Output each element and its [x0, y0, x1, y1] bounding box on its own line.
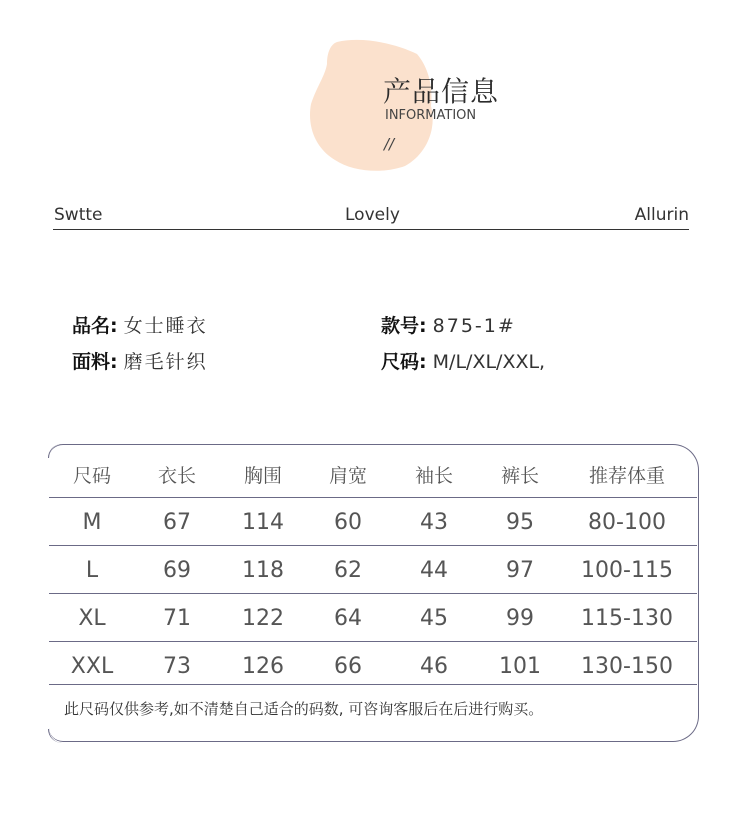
table-header-cell: 推荐体重: [588, 464, 666, 487]
brand-middle: Lovely: [345, 205, 400, 225]
table-cell: 66: [334, 653, 362, 679]
table-header-cell: 胸围: [243, 464, 283, 487]
table-cell: 126: [242, 653, 284, 679]
size-table: [49, 444, 699, 742]
table-cell: 130-150: [581, 653, 673, 679]
table-cell: 43: [420, 509, 448, 535]
product-model-value: 875-1#: [432, 315, 516, 337]
product-name-label: 品名:: [72, 315, 118, 337]
table-cell: 80-100: [588, 509, 666, 535]
size-note: 此尺码仅供参考,如不清楚自己适合的码数, 可咨询客服后在后进行购买。: [64, 700, 544, 718]
section-subtitle: INFORMATION: [385, 108, 477, 123]
section-title: 产品信息: [383, 75, 500, 108]
table-cell: 71: [163, 605, 191, 631]
product-size: [381, 347, 545, 374]
table-header-cell: 裤长: [500, 464, 540, 487]
product-fabric: [72, 347, 208, 374]
brand-left: Swtte: [54, 205, 103, 225]
table-cell: 60: [334, 509, 362, 535]
brand-right: Allurin: [634, 205, 689, 225]
product-name-value: 女士睡衣: [123, 315, 208, 337]
product-size-label: 尺码:: [381, 351, 427, 373]
table-row: [49, 594, 697, 642]
product-size-value: M/L/XL/XXL,: [432, 351, 546, 373]
product-fabric-value: 磨毛针织: [123, 351, 208, 373]
table-cell: 69: [163, 557, 191, 583]
table-row: [49, 642, 697, 690]
table-header-cell: 衣长: [157, 464, 197, 487]
table-cell: 115-130: [581, 605, 673, 631]
table-header-cell: 尺码: [72, 464, 112, 487]
table-cell: 45: [420, 605, 448, 631]
table-cell: 100-115: [581, 557, 673, 583]
product-name: [72, 311, 208, 338]
table-cell: XL: [78, 605, 106, 631]
table-cell: 64: [334, 605, 362, 631]
decorative-slash: //: [384, 135, 395, 153]
table-cell: 101: [499, 653, 541, 679]
table-row: [49, 498, 697, 546]
brand-row: [53, 205, 689, 230]
product-model-label: 款号:: [381, 315, 427, 337]
table-header-cell: 肩宽: [328, 464, 368, 487]
table-cell: 44: [420, 557, 448, 583]
table-cell: 118: [242, 557, 284, 583]
table-cell: M: [82, 509, 102, 535]
product-fabric-label: 面料:: [72, 351, 118, 373]
table-row: [49, 546, 697, 594]
table-cell: 99: [506, 605, 534, 631]
product-model: [381, 311, 516, 338]
table-cell: 46: [420, 653, 448, 679]
table-cell: 73: [163, 653, 191, 679]
table-cell: 122: [242, 605, 284, 631]
table-cell: 95: [506, 509, 534, 535]
table-header-row: [49, 450, 697, 498]
table-cell: L: [85, 557, 99, 583]
table-cell: XXL: [70, 653, 114, 679]
table-cell: 67: [163, 509, 191, 535]
table-header-cell: 袖长: [414, 464, 454, 487]
table-cell: 97: [506, 557, 534, 583]
table-cell: 62: [334, 557, 362, 583]
table-cell: 114: [242, 509, 284, 535]
table-divider: [49, 684, 697, 685]
